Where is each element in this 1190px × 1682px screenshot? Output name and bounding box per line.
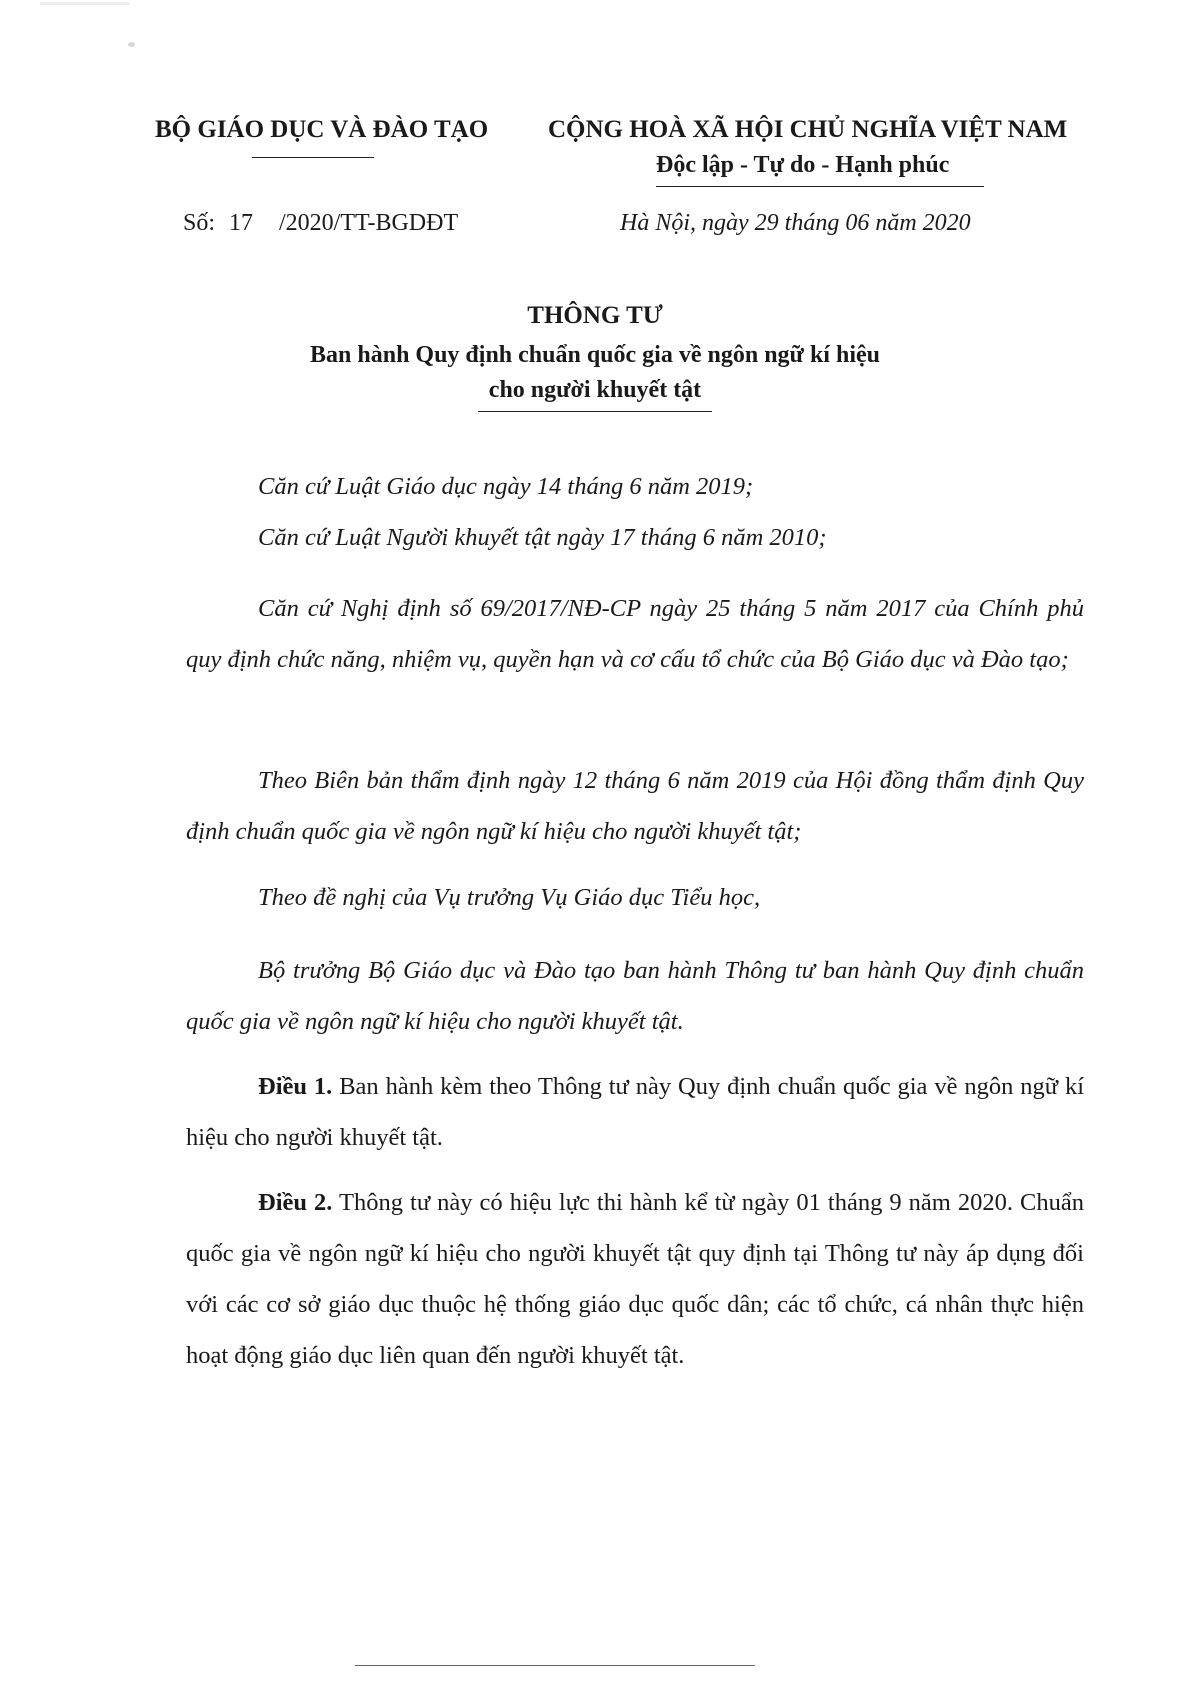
footnote-rule [355,1665,755,1666]
scan-speck [128,42,135,47]
preamble-paragraph: Bộ trưởng Bộ Giáo dục và Đào tạo ban hành Thông tư ban hành Quy định chuẩn quốc gia về ngôn ngữ kí hiệu cho người khuyết tật. [186,957,1084,1035]
national-motto: Độc lập - Tự do - Hạnh phúc [656,152,950,178]
preamble-paragraph: Theo đề nghị của Vụ trưởng Vụ Giáo dục Tiểu học, [258,884,761,911]
number-label: Số: [183,210,216,236]
preamble-paragraph: Căn cứ Nghị định số 69/2017/NĐ-CP ngày 25 tháng 5 năm 2017 của Chính phủ quy định chức năng, nhiệm vụ, quyền hạn và cơ cấu tổ chức của Bộ Giáo dục và Đào tạo; [186,595,1084,673]
article-label: Điều 2. [258,1189,333,1216]
title-underline [478,411,712,412]
scan-speck [40,2,130,5]
number-value: 17 [229,210,254,236]
country-name: CỘNG HOÀ XÃ HỘI CHỦ NGHĨA VIỆT NAM [548,116,1068,143]
article-1 [186,1061,1084,1163]
place-date: Hà Nội, ngày 29 tháng 06 năm 2020 [620,210,971,236]
ministry-name: BỘ GIÁO DỤC VÀ ĐÀO TẠO [155,116,489,143]
document-subtitle-line1: Ban hành Quy định chuẩn quốc gia về ngôn ngữ kí hiệu [310,342,880,368]
ministry-underline [252,157,374,158]
document-title: THÔNG TƯ [527,302,663,329]
preamble-paragraph: Căn cứ Luật Giáo dục ngày 14 tháng 6 năm 2019; [258,473,754,500]
article-label: Điều 1. [258,1073,333,1100]
article-text: Thông tư này có hiệu lực thi hành kể từ ngày 01 tháng 9 năm 2020. Chuẩn quốc gia về ngôn ngữ kí hiệu cho người khuyết tật quy định tại Thông tư này áp dụng đối với các cơ sở giáo dục thuộc hệ thống giáo dục quốc dân; các tổ chức, cá nhân thực hiện hoạt động giáo dục liên quan đến người khuyết tật. [186,1189,1085,1369]
article-2 [186,1177,1084,1381]
number-suffix: /2020/TT-BGDĐT [279,210,459,236]
document-subtitle-line2: cho người khuyết tật [488,377,702,403]
preamble-paragraph: Căn cứ Luật Người khuyết tật ngày 17 tháng 6 năm 2010; [258,524,827,551]
article-text: Ban hành kèm theo Thông tư này Quy định chuẩn quốc gia về ngôn ngữ kí hiệu cho người khuyết tật. [186,1073,1085,1151]
motto-underline [656,186,984,187]
preamble-paragraph: Theo Biên bản thẩm định ngày 12 tháng 6 năm 2019 của Hội đồng thẩm định Quy định chuẩn quốc gia về ngôn ngữ kí hiệu cho người khuyết tật; [186,767,1084,845]
document-number [183,210,458,237]
